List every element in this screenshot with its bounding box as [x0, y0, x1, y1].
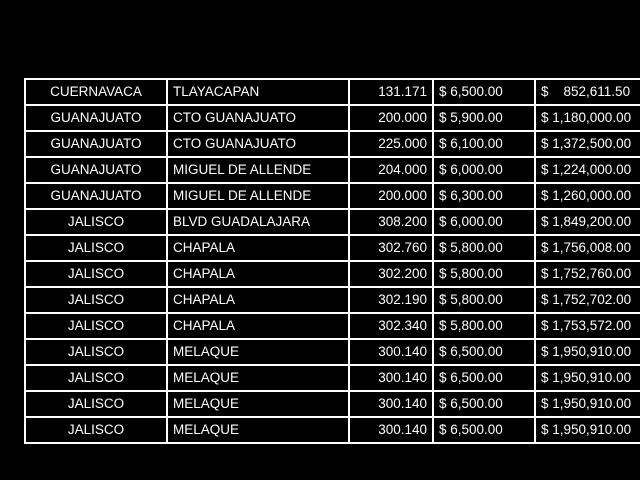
cell-quantity: 302.190	[349, 287, 433, 313]
cell-unit-price: $ 5,800.00	[433, 235, 535, 261]
table-row	[25, 391, 640, 417]
table-body	[25, 79, 640, 443]
table-row	[25, 287, 640, 313]
cell-location: MELAQUE	[167, 339, 349, 365]
cell-total: $ 1,756,008.00	[535, 235, 640, 261]
table-row	[25, 79, 640, 105]
cell-unit-price: $ 6,300.00	[433, 183, 535, 209]
cell-state: JALISCO	[25, 261, 167, 287]
table-row	[25, 365, 640, 391]
cell-quantity: 204.000	[349, 157, 433, 183]
cell-total: $ 1,950,910.00	[535, 391, 640, 417]
cell-quantity: 302.760	[349, 235, 433, 261]
cell-unit-price: $ 6,500.00	[433, 391, 535, 417]
cell-location: CTO GUANAJUATO	[167, 131, 349, 157]
cell-location: TLAYACAPAN	[167, 79, 349, 105]
cell-state: GUANAJUATO	[25, 183, 167, 209]
table-row	[25, 131, 640, 157]
cell-unit-price: $ 6,000.00	[433, 157, 535, 183]
cell-state: GUANAJUATO	[25, 157, 167, 183]
cell-total: $ 1,752,702.00	[535, 287, 640, 313]
cell-location: MELAQUE	[167, 391, 349, 417]
cell-location: CHAPALA	[167, 261, 349, 287]
cell-unit-price: $ 6,500.00	[433, 339, 535, 365]
cell-total: $ 1,753,572.00	[535, 313, 640, 339]
cell-state: JALISCO	[25, 313, 167, 339]
cell-quantity: 200.000	[349, 183, 433, 209]
cell-unit-price: $ 6,500.00	[433, 417, 535, 443]
cell-quantity: 300.140	[349, 417, 433, 443]
table-row	[25, 105, 640, 131]
cell-state: GUANAJUATO	[25, 105, 167, 131]
cell-location: CHAPALA	[167, 313, 349, 339]
table-row	[25, 235, 640, 261]
cell-state: CUERNAVACA	[25, 79, 167, 105]
cell-quantity: 302.200	[349, 261, 433, 287]
cell-quantity: 300.140	[349, 365, 433, 391]
cell-unit-price: $ 5,900.00	[433, 105, 535, 131]
cell-state: JALISCO	[25, 235, 167, 261]
cell-location: CHAPALA	[167, 235, 349, 261]
cell-total: $ 1,950,910.00	[535, 417, 640, 443]
cell-total: $ 1,849,200.00	[535, 209, 640, 235]
cell-unit-price: $ 6,500.00	[433, 365, 535, 391]
cell-state: JALISCO	[25, 209, 167, 235]
cell-state: JALISCO	[25, 287, 167, 313]
cell-total: $ 1,372,500.00	[535, 131, 640, 157]
table-row	[25, 261, 640, 287]
cell-state: JALISCO	[25, 391, 167, 417]
table-row	[25, 417, 640, 443]
cell-total: $ 1,260,000.00	[535, 183, 640, 209]
cell-location: MELAQUE	[167, 365, 349, 391]
cell-total: $ 852,611.50	[535, 79, 640, 105]
cell-location: BLVD GUADALAJARA	[167, 209, 349, 235]
cell-state: JALISCO	[25, 417, 167, 443]
cell-quantity: 302.340	[349, 313, 433, 339]
cell-unit-price: $ 6,000.00	[433, 209, 535, 235]
cell-state: GUANAJUATO	[25, 131, 167, 157]
cell-unit-price: $ 6,100.00	[433, 131, 535, 157]
cell-total: $ 1,752,760.00	[535, 261, 640, 287]
table-row	[25, 339, 640, 365]
table-row	[25, 157, 640, 183]
cell-location: MIGUEL DE ALLENDE	[167, 183, 349, 209]
data-table-container	[24, 78, 632, 444]
cell-unit-price: $ 5,800.00	[433, 287, 535, 313]
cell-location: MIGUEL DE ALLENDE	[167, 157, 349, 183]
shipments-table	[24, 78, 640, 444]
cell-quantity: 308.200	[349, 209, 433, 235]
cell-location: MELAQUE	[167, 417, 349, 443]
cell-location: CTO GUANAJUATO	[167, 105, 349, 131]
cell-quantity: 300.140	[349, 391, 433, 417]
cell-unit-price: $ 5,800.00	[433, 313, 535, 339]
cell-quantity: 131.171	[349, 79, 433, 105]
cell-total: $ 1,180,000.00	[535, 105, 640, 131]
table-row	[25, 313, 640, 339]
cell-unit-price: $ 6,500.00	[433, 79, 535, 105]
cell-total: $ 1,224,000.00	[535, 157, 640, 183]
cell-state: JALISCO	[25, 339, 167, 365]
cell-quantity: 200.000	[349, 105, 433, 131]
table-row	[25, 183, 640, 209]
cell-quantity: 300.140	[349, 339, 433, 365]
cell-quantity: 225.000	[349, 131, 433, 157]
cell-state: JALISCO	[25, 365, 167, 391]
cell-unit-price: $ 5,800.00	[433, 261, 535, 287]
cell-location: CHAPALA	[167, 287, 349, 313]
cell-total: $ 1,950,910.00	[535, 339, 640, 365]
table-row	[25, 209, 640, 235]
cell-total: $ 1,950,910.00	[535, 365, 640, 391]
